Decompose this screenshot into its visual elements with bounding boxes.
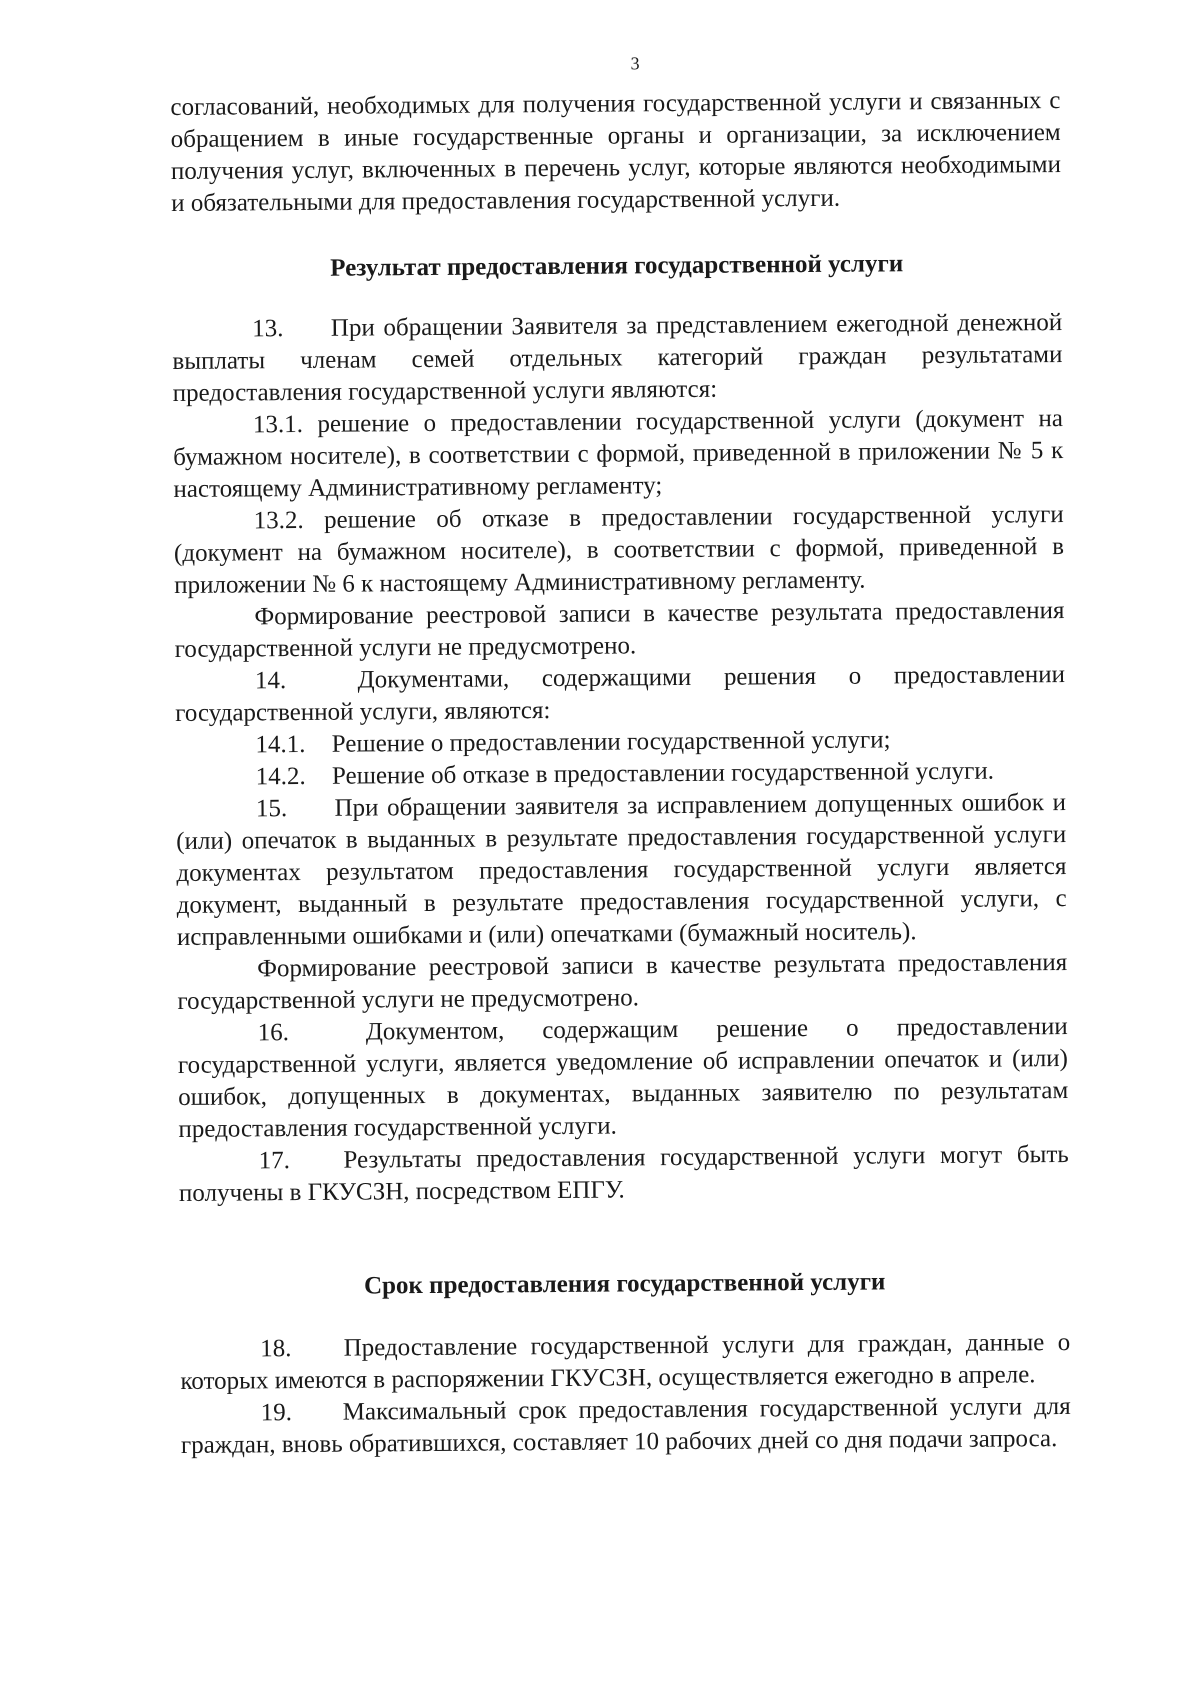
paragraph-13-1: 13.1. решение о предоставлении государственной услуги (документ на бумажном носителе), в соответствии с формой, приведенной в приложении № 5 к настоящему Административному регламенту; bbox=[173, 404, 1064, 503]
section-title-result: Результат предоставления государственной услуги bbox=[330, 250, 904, 282]
paragraph-18-number: 18. bbox=[260, 1335, 292, 1363]
document-page bbox=[170, 41, 1071, 1462]
paragraph-13-number: 13. bbox=[252, 315, 284, 343]
registry-note-2: Формирование реестровой записи в качестве результата предоставления государственной услуги не предусмотрено. bbox=[177, 948, 1068, 1015]
registry-note-1: Формирование реестровой записи в качестве результата предоставления государственной услуги не предусмотрено. bbox=[174, 596, 1065, 663]
paragraph-16-text: Документом, содержащим решение о предоставлении государственной услуги, является уведомление об исправлении опечаток и (или) ошибок, допущенных в документах, выданных заявителю по результатам предоставления государственной услуги. bbox=[177, 1012, 1069, 1143]
paragraph-17 bbox=[179, 1139, 1069, 1210]
paragraph-17-text: Результаты предоставления государственной услуги могут быть получены в ГКУСЗН, посредством ЕПГУ. bbox=[178, 1140, 1069, 1207]
paragraph-14-text: Документами, содержащими решения о предоставлении государственной услуги, являются: bbox=[175, 660, 1066, 727]
paragraph-19-text: Максимальный срок предоставления государственной услуги для граждан, вновь обратившихся, составляет 10 рабочих дней со дня подачи запроса. bbox=[180, 1392, 1071, 1459]
paragraph-19 bbox=[181, 1391, 1071, 1462]
section-title-term: Срок предоставления государственной услуги bbox=[363, 1268, 886, 1300]
paragraph-14-2-text: Решение об отказе в предоставлении государственной услуги. bbox=[331, 757, 995, 790]
paragraph-15 bbox=[176, 787, 1067, 954]
paragraph-18-text: Предоставление государственной услуги для граждан, данные о которых имеются в распоряжении ГКУСЗН, осуществляется ежегодно в апреле. bbox=[180, 1328, 1071, 1395]
intro-paragraph: согласований, необходимых для получения государственной услуги и связанных с обращением в иные государственные органы и организации, за исключением получения услуг, включенных в перечень услуг, которые являются необходимыми и обязательными для предоставления государственной услуги. bbox=[170, 87, 1062, 217]
paragraph-14 bbox=[175, 659, 1065, 730]
paragraph-14-number: 14. bbox=[254, 667, 287, 695]
paragraph-19-number: 19. bbox=[260, 1399, 293, 1427]
paragraph-14-1-number: 14.1. bbox=[255, 730, 306, 759]
paragraph-16 bbox=[178, 1011, 1069, 1146]
paragraph-15-number: 15. bbox=[255, 795, 288, 823]
paragraph-16-number: 16. bbox=[257, 1019, 290, 1047]
paragraph-14-2-number: 14.2. bbox=[255, 762, 306, 791]
paragraph-13 bbox=[172, 307, 1063, 410]
paragraph-18 bbox=[180, 1327, 1070, 1398]
paragraph-14-1-text: Решение о предоставлении государственной услуги; bbox=[331, 726, 891, 758]
page-number: 3 bbox=[630, 53, 640, 74]
paragraph-15-text: При обращении заявителя за исправлением допущенных ошибок и (или) опечаток в выданных в результате предоставления государственной услуги документах результатом предоставления государственной услуги является документ, выданный в результате предоставления государственной услуги, с исправленными ошибками и (или) опечатками (бумажный носитель). bbox=[176, 788, 1067, 951]
paragraph-13-2: 13.2. решение об отказе в предоставлении государственной услуги (документ на бумажном носителе), в соответствии с формой, приведенной в приложении № 6 к настоящему Административному регламенту. bbox=[173, 500, 1065, 599]
paragraph-13-text: При обращении Заявителя за представлением ежегодной денежной выплаты членам семей отдельных категорий граждан результатами предоставления государственной услуги являются: bbox=[172, 309, 1063, 407]
paragraph-17-number: 17. bbox=[258, 1147, 291, 1175]
